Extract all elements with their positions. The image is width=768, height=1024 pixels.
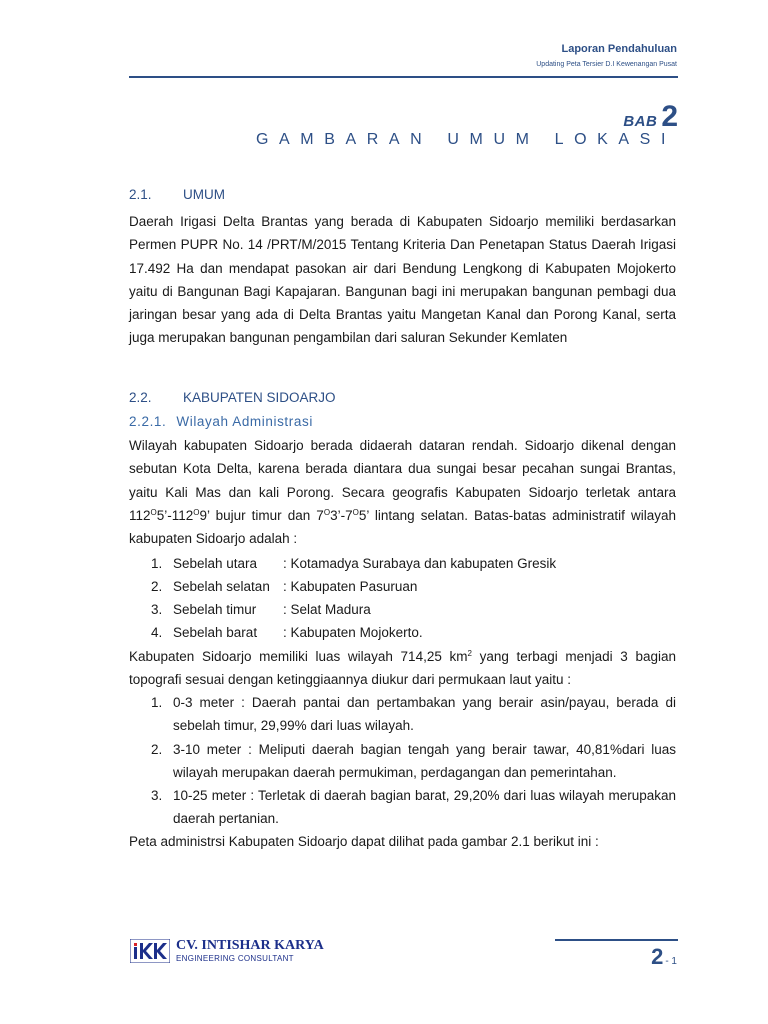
subsection-number: 2.2.1. <box>129 414 167 429</box>
page-number <box>651 944 677 970</box>
chapter-title: GAMBARAN UMUM LOKASI <box>255 131 676 148</box>
paragraph-umum: Daerah Irigasi Delta Brantas yang berada di Kabupaten Sidoarjo memiliki berdasarkan Permen PUPR No. 14 /PRT/M/2015 Tentang Kriteria Dan Penetapan Status Daerah Irigasi 17.492 Ha dan mendapat pasokan air dari Bendung Lengkong di Kabupaten Mojokerto yaitu di Bangunan Bagi Kapajaran. Bangunan bagi ini merupakan bangunan pembagi dua jaringan besar yang ada di Delta Brantas yaitu Mangetan Kanal dan Porong Kanal, serta juga merupakan bangunan pengambilan dari saluran Sekunder Kemlaten <box>129 214 676 346</box>
list-item: 1. Sebelah utara : Kotamadya Surabaya dan kabupaten Gresik <box>151 556 557 571</box>
subsection-heading-2-2-1 <box>129 414 313 429</box>
ikk-logo-icon <box>130 939 170 963</box>
header-divider <box>129 76 678 78</box>
list-item: 1. 0-3 meter : Daerah pantai dan pertambakan yang berair asin/payau, berada di sebelah timur, 29,99% dari luas wilayah. <box>151 695 676 734</box>
footer-divider <box>555 939 678 941</box>
company-subtitle: ENGINEERING CONSULTANT <box>176 954 294 963</box>
paragraph-wilayah: Wilayah kabupaten Sidoarjo berada didaerah dataran rendah. Sidoarjo dikenal dengan sebutan Kota Delta, karena berada diantara dua sungai besar pecahan sungai Brantas, yaitu Kali Mas dan kali Porong. Secara geografis Kabupaten Sidoarjo terletak antara $112^O5’-112^O9$’ bujur timur dan $7^O3’-7^O5$’ lintang selatan. Batas-batas administratif wilayah kabupaten Sidoarjo adalah : <box>129 438 677 547</box>
section-heading-2-2 <box>129 390 336 405</box>
section-heading-2-1 <box>129 187 225 202</box>
list-item: 3. 10-25 meter : Terletak di daerah bagian barat, 29,20% dari luas wilayah merupakan daerah pertanian. <box>151 788 676 827</box>
list-item: 2. Sebelah selatan : Kabupaten Pasuruan <box>151 579 418 594</box>
company-name: CV. INTISHAR KARYA <box>176 938 324 953</box>
subsection-title: Wilayah Administrasi <box>176 414 313 429</box>
chapter-number: 2 <box>661 100 678 133</box>
section-title: UMUM <box>183 187 225 202</box>
paragraph-peta: Peta administrsi Kabupaten Sidoarjo dapat dilihat pada gambar 2.1 berikut ini : <box>129 834 599 849</box>
company-logo <box>130 939 170 963</box>
header-title: Laporan Pendahuluan <box>561 43 677 55</box>
page-chapter-number: 2 <box>651 944 664 969</box>
list-item: 3. Sebelah timur : Selat Madura <box>151 602 371 617</box>
paragraph-luas: Kabupaten Sidoarjo memiliki luas wilayah 714,25 $km^2$ yang terbagi menjadi 3 bagian topografi sesuai dengan ketinggiaannya diukur dari permukaan laut yaitu : <box>129 649 676 688</box>
section-title: KABUPATEN SIDOARJO <box>183 390 336 405</box>
section-number: 2.2. <box>129 390 152 405</box>
chapter-heading <box>623 100 678 134</box>
chapter-label: BAB <box>623 113 658 130</box>
list-item: 2. 3-10 meter : Meliputi daerah bagian tengah yang berair tawar, 40,81%dari luas wilayah merupakan daerah permukiman, perdagangan dan pemerintahan. <box>151 742 676 781</box>
header-subtitle: Updating Peta Tersier D.I Kewenangan Pusat <box>536 61 677 68</box>
list-item: 4. Sebelah barat : Kabupaten Mojokerto. <box>151 625 423 640</box>
page-sequence: - 1 <box>665 956 677 967</box>
section-number: 2.1. <box>129 187 152 202</box>
